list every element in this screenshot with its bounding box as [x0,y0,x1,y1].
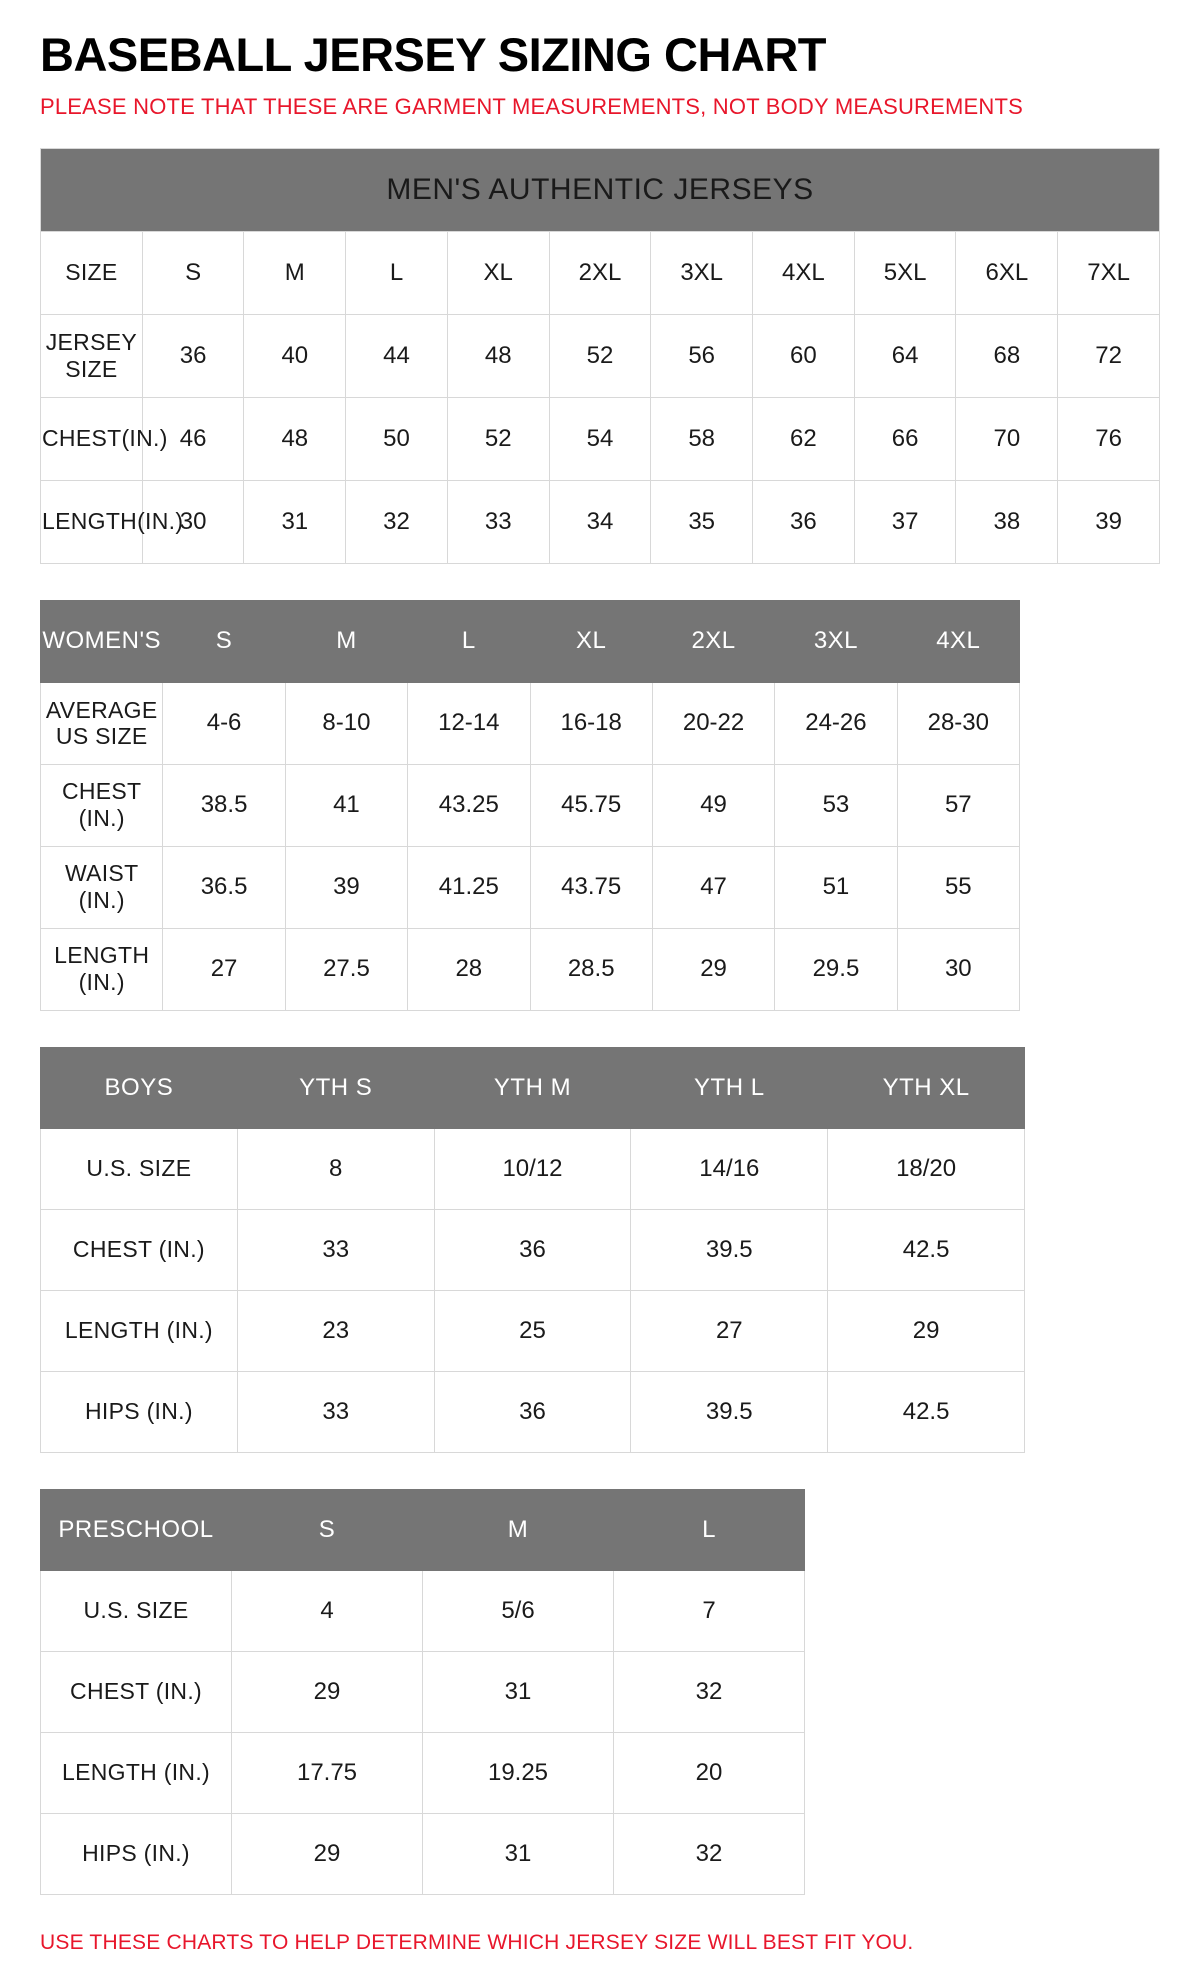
boys-jerseys-table [40,1047,1025,1453]
preschool-length-m: 19.25 [423,1732,614,1813]
boys-hips-yth-l: 39.5 [631,1371,828,1452]
preschool-header-l: L [614,1489,805,1570]
preschool-chest-l: 32 [614,1651,805,1732]
womens-length-m: 27.5 [285,928,407,1010]
boys-header-yth-l: YTH L [631,1047,828,1128]
preschool-chest-s: 29 [232,1651,423,1732]
womens-length-2xl: 29 [652,928,774,1010]
mens-length-l: 32 [346,480,448,563]
mens-length-5xl: 37 [854,480,956,563]
preschool-us-size-s: 4 [232,1570,423,1651]
boys-us-size-yth-xl: 18/20 [828,1128,1025,1209]
mens-jersey-size-m: 40 [244,314,346,397]
table-row [41,1209,1025,1290]
boys-hips-yth-m: 36 [434,1371,631,1452]
preschool-row-label-hips: HIPS (IN.) [41,1813,232,1894]
table-row [41,1371,1025,1452]
boys-header-yth-s: YTH S [237,1047,434,1128]
mens-row-label-chest: CHEST(IN.) [41,397,143,480]
boys-chest-yth-m: 36 [434,1209,631,1290]
mens-chest-s: 46 [142,397,244,480]
womens-length-xl: 28.5 [530,928,652,1010]
preschool-length-s: 17.75 [232,1732,423,1813]
mens-jersey-size-l: 44 [346,314,448,397]
boys-row-label-chest: CHEST (IN.) [41,1209,238,1290]
womens-waist-3xl: 51 [775,846,897,928]
mens-chest-3xl: 58 [651,397,753,480]
table-row [41,1570,805,1651]
mens-header-m: M [244,231,346,314]
womens-header-l: L [408,600,530,682]
womens-header-4xl: 4XL [897,600,1019,682]
womens-length-l: 28 [408,928,530,1010]
womens-header-2xl: 2XL [652,600,774,682]
womens-length-s: 27 [163,928,285,1010]
preschool-us-size-m: 5/6 [423,1570,614,1651]
boys-chest-yth-s: 33 [237,1209,434,1290]
mens-chest-4xl: 62 [753,397,855,480]
womens-us-size-m: 8-10 [285,682,407,764]
womens-length-3xl: 29.5 [775,928,897,1010]
boys-hips-yth-s: 33 [237,1371,434,1452]
womens-waist-l: 41.25 [408,846,530,928]
preschool-hips-m: 31 [423,1813,614,1894]
mens-jersey-size-2xl: 52 [549,314,651,397]
table-row [41,764,1020,846]
womens-length-4xl: 30 [897,928,1019,1010]
mens-jersey-size-s: 36 [142,314,244,397]
womens-row-label-waist: WAIST (IN.) [41,846,163,928]
mens-header-s: S [142,231,244,314]
boys-header-yth-xl: YTH XL [828,1047,1025,1128]
womens-chest-4xl: 57 [897,764,1019,846]
footer-note: USE THESE CHARTS TO HELP DETERMINE WHICH JERSEY SIZE WILL BEST FIT YOU. [40,1930,914,1954]
boys-us-size-yth-s: 8 [237,1128,434,1209]
womens-table-header-row [41,600,1020,682]
womens-us-size-l: 12-14 [408,682,530,764]
table-row [41,682,1020,764]
mens-header-3xl: 3XL [651,231,753,314]
preschool-header-s: S [232,1489,423,1570]
preschool-header-m: M [423,1489,614,1570]
mens-length-4xl: 36 [753,480,855,563]
womens-header-label: WOMEN'S [41,600,163,682]
table-row [41,397,1160,480]
table-row [41,1813,805,1894]
page-title: BASEBALL JERSEY SIZING CHART [40,28,826,81]
mens-table-banner: MEN'S AUTHENTIC JERSEYS [41,148,1160,231]
mens-chest-5xl: 66 [854,397,956,480]
mens-chest-6xl: 70 [956,397,1058,480]
mens-row-label-jersey-size: JERSEY SIZE [41,314,143,397]
mens-jersey-size-7xl: 72 [1058,314,1160,397]
preschool-row-label-chest: CHEST (IN.) [41,1651,232,1732]
womens-header-s: S [163,600,285,682]
table-row [41,314,1160,397]
boys-us-size-yth-l: 14/16 [631,1128,828,1209]
boys-row-label-length: LENGTH (IN.) [41,1290,238,1371]
mens-length-s: 30 [142,480,244,563]
mens-header-2xl: 2XL [549,231,651,314]
mens-chest-xl: 52 [447,397,549,480]
boys-length-yth-m: 25 [434,1290,631,1371]
womens-waist-s: 36.5 [163,846,285,928]
preschool-table-header-row [41,1489,805,1570]
boys-header-yth-m: YTH M [434,1047,631,1128]
womens-us-size-3xl: 24-26 [775,682,897,764]
boys-chest-yth-l: 39.5 [631,1209,828,1290]
womens-us-size-2xl: 20-22 [652,682,774,764]
womens-us-size-s: 4-6 [163,682,285,764]
mens-jersey-size-5xl: 64 [854,314,956,397]
mens-row-label-length: LENGTH(IN.) [41,480,143,563]
measurement-note: PLEASE NOTE THAT THESE ARE GARMENT MEASUREMENTS, NOT BODY MEASUREMENTS [40,94,1024,120]
mens-authentic-jerseys-table [40,148,1160,564]
table-row [41,480,1160,563]
preschool-row-label-length: LENGTH (IN.) [41,1732,232,1813]
womens-chest-m: 41 [285,764,407,846]
preschool-jerseys-table [40,1489,805,1895]
table-row [41,1128,1025,1209]
mens-jersey-size-4xl: 60 [753,314,855,397]
mens-chest-7xl: 76 [1058,397,1160,480]
preschool-row-label-us-size: U.S. SIZE [41,1570,232,1651]
mens-jersey-size-xl: 48 [447,314,549,397]
preschool-us-size-l: 7 [614,1570,805,1651]
mens-header-size: SIZE [41,231,143,314]
boys-us-size-yth-m: 10/12 [434,1128,631,1209]
mens-length-xl: 33 [447,480,549,563]
womens-row-label-length: LENGTH (IN.) [41,928,163,1010]
preschool-length-l: 20 [614,1732,805,1813]
womens-header-m: M [285,600,407,682]
table-row [41,1651,805,1732]
mens-header-6xl: 6XL [956,231,1058,314]
womens-chest-l: 43.25 [408,764,530,846]
womens-us-size-xl: 16-18 [530,682,652,764]
womens-waist-m: 39 [285,846,407,928]
womens-us-size-4xl: 28-30 [897,682,1019,764]
table-row [41,1732,805,1813]
boys-row-label-us-size: U.S. SIZE [41,1128,238,1209]
boys-hips-yth-xl: 42.5 [828,1371,1025,1452]
womens-row-label-us-size: AVERAGE US SIZE [41,682,163,764]
table-row [41,846,1020,928]
preschool-header-label: PRESCHOOL [41,1489,232,1570]
preschool-hips-l: 32 [614,1813,805,1894]
mens-jersey-size-3xl: 56 [651,314,753,397]
womens-waist-xl: 43.75 [530,846,652,928]
mens-header-xl: XL [447,231,549,314]
mens-length-m: 31 [244,480,346,563]
mens-header-4xl: 4XL [753,231,855,314]
preschool-hips-s: 29 [232,1813,423,1894]
mens-header-5xl: 5XL [854,231,956,314]
boys-length-yth-l: 27 [631,1290,828,1371]
mens-length-3xl: 35 [651,480,753,563]
mens-header-l: L [346,231,448,314]
womens-chest-xl: 45.75 [530,764,652,846]
womens-waist-4xl: 55 [897,846,1019,928]
boys-table-header-row [41,1047,1025,1128]
womens-jerseys-table [40,600,1020,1011]
mens-table-banner-row [41,148,1160,231]
womens-chest-s: 38.5 [163,764,285,846]
womens-waist-2xl: 47 [652,846,774,928]
mens-chest-m: 48 [244,397,346,480]
mens-jersey-size-6xl: 68 [956,314,1058,397]
mens-length-6xl: 38 [956,480,1058,563]
table-row [41,1290,1025,1371]
womens-header-xl: XL [530,600,652,682]
mens-table-header-row [41,231,1160,314]
womens-row-label-chest: CHEST (IN.) [41,764,163,846]
mens-length-2xl: 34 [549,480,651,563]
boys-chest-yth-xl: 42.5 [828,1209,1025,1290]
table-row [41,928,1020,1010]
boys-length-yth-s: 23 [237,1290,434,1371]
mens-header-7xl: 7XL [1058,231,1160,314]
mens-length-7xl: 39 [1058,480,1160,563]
mens-chest-2xl: 54 [549,397,651,480]
womens-header-3xl: 3XL [775,600,897,682]
preschool-chest-m: 31 [423,1651,614,1732]
boys-header-label: BOYS [41,1047,238,1128]
womens-chest-3xl: 53 [775,764,897,846]
boys-length-yth-xl: 29 [828,1290,1025,1371]
boys-row-label-hips: HIPS (IN.) [41,1371,238,1452]
mens-chest-l: 50 [346,397,448,480]
womens-chest-2xl: 49 [652,764,774,846]
